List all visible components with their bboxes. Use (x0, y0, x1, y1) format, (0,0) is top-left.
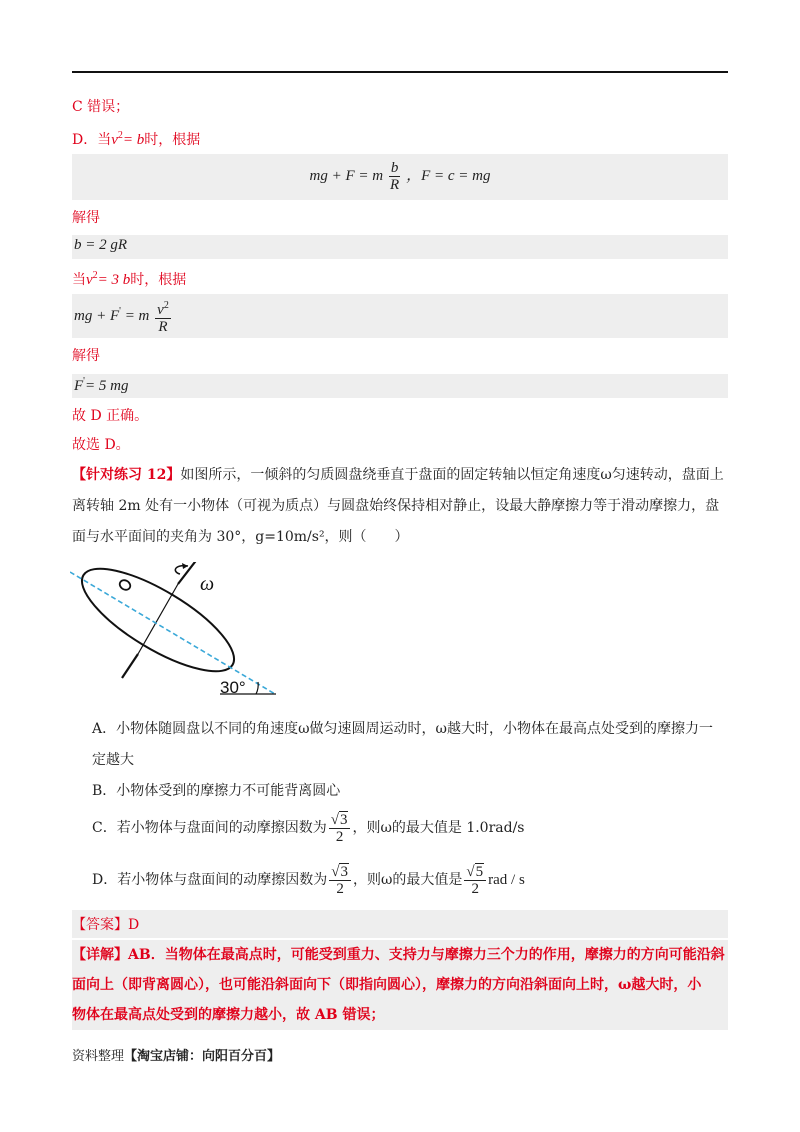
option-b[interactable]: B．小物体受到的摩擦力不可能背离圆心 (92, 783, 341, 799)
jiede-1: 解得 (72, 210, 100, 226)
option-d[interactable]: D．若小物体与盘面间的动摩擦因数为 $\frac{√3}{2}$ ，则ω的最大值是 $\frac{√5}{2}$ rad / s (92, 863, 525, 897)
eq1-right: ，F = c = mg (406, 167, 491, 184)
eq2: b = 2 gR (74, 237, 128, 253)
line-c-wrong: C 错误； (72, 99, 130, 115)
option-d-fraction-1: $\frac{√3}{2}$ (329, 864, 351, 897)
omega-label: ω (200, 573, 215, 595)
d-suffix: 时，根据 (144, 132, 201, 148)
eq1-left: mg + F = m (309, 167, 384, 184)
eq3-left: mg + F (74, 307, 120, 324)
footer: 资料整理【淘宝店铺：向阳百分百】 (72, 1049, 281, 1064)
answer-label: 【答案】D (72, 917, 140, 933)
axis-lower (122, 654, 138, 678)
d-sq: 2 (117, 130, 123, 141)
answer-bar (72, 910, 728, 938)
d-eq: = b (122, 132, 145, 148)
line-d-condition (72, 126, 200, 150)
conclude-choose-d: 故选 D。 (72, 437, 130, 453)
tilted-disk-figure (70, 562, 285, 702)
question-tag: 【针对练习 12】 (72, 467, 181, 483)
eq3-fraction: $\frac{v^2}{R}$ (157, 300, 169, 335)
equation-box-2 (72, 235, 728, 259)
equation-box-3: mg + F' = m $\frac{v^2}{R}$ (72, 294, 728, 338)
d-v: v (111, 132, 118, 148)
option-d-fraction-2: $\frac{√5}{2}$ (464, 864, 486, 897)
detail-line-2: 面向上（即背离圆心），也可能沿斜面向下（即指向圆心），摩擦力的方向沿斜面向上时，ω越大时，小 (72, 977, 702, 993)
option-c-fraction: $\frac{√3}{2}$ (329, 812, 351, 845)
header-rule (72, 71, 728, 73)
question-12: 【针对练习 12】如图所示，一倾斜的匀质圆盘绕垂直于盘面的固定转轴以恒定角速度ω匀速转动，盘面上 离转轴 2m 处有一小物体（可视为质点）与圆盘始终保持相对静止，设最大静摩擦力等于滑动摩擦力，盘 面与水平面间的夹角为 30°，g=10m/s²，则（ ） (72, 467, 724, 545)
conclude-d-correct: 故 D 正确。 (72, 408, 149, 424)
eq1-fraction: $\frac{b}{R}$ (389, 160, 400, 193)
footer-shop: 【淘宝店铺：向阳百分百】 (124, 1049, 281, 1064)
detail-block (72, 940, 728, 1030)
detail-line-1: 【详解】AB．当物体在最高点时，可能受到重力、支持力与摩擦力三个力的作用，摩擦力的方向可能沿斜 (72, 947, 725, 963)
d-prefix: D．当 (72, 132, 112, 148)
jiede-2: 解得 (72, 348, 100, 364)
option-c[interactable]: C．若小物体与盘面间的动摩擦因数为 $\frac{√3}{2}$ ，则ω的最大值是 1.0rad/s (92, 811, 525, 845)
disk (70, 562, 248, 690)
detail-line-3: 物体在最高点处受到的摩擦力越小，故 AB 错误； (72, 1007, 385, 1023)
option-a[interactable]: A．小物体随圆盘以不同的角速度ω做匀速圆周运动时，ω越大时，小物体在最高点处受到的摩擦力一 定越大 (92, 721, 713, 768)
equation-box-4: F'= 5 mg (72, 374, 728, 398)
line-when-3b: 当$v^2= 3$ b时，根据 (72, 270, 187, 288)
equation-box-1 (72, 154, 728, 200)
angle-label: 30° (220, 678, 246, 697)
